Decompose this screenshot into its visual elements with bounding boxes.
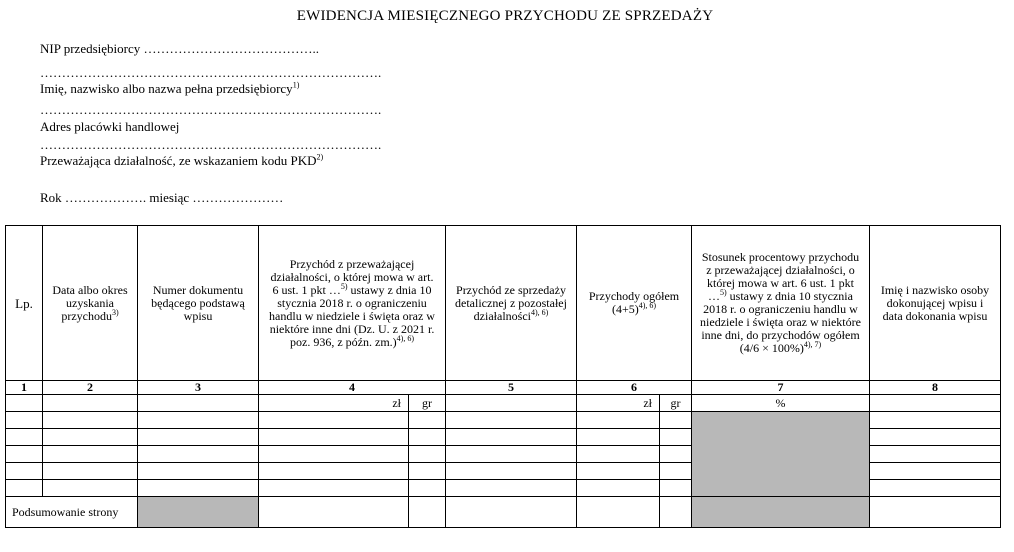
- col-number-3: 3: [138, 381, 259, 395]
- entry-cell[interactable]: [870, 412, 1001, 429]
- unit-gr: gr: [660, 395, 692, 412]
- entry-cell[interactable]: [259, 480, 409, 497]
- entry-cell[interactable]: [259, 446, 409, 463]
- entry-cell[interactable]: [138, 429, 259, 446]
- entry-cell[interactable]: [43, 429, 138, 446]
- col-number-2: 2: [43, 381, 138, 395]
- entry-cell[interactable]: [660, 463, 692, 480]
- unit-cell: [870, 395, 1001, 412]
- entry-cell[interactable]: [43, 480, 138, 497]
- activity-dots-line[interactable]: …………………………………………………………………….: [40, 137, 382, 152]
- entry-cell[interactable]: [446, 480, 577, 497]
- summary-row: [6, 497, 1001, 528]
- year-month-field[interactable]: Rok ………………. miesiąc …………………: [40, 190, 284, 205]
- address-dots-line[interactable]: …………………………………………………………………….: [40, 102, 382, 117]
- summary-shaded-cell: [138, 497, 259, 528]
- col-author-header: Imię i nazwisko osoby dokonującej wpisu i data dokonania wpisu: [870, 226, 1001, 381]
- entry-cell[interactable]: [446, 412, 577, 429]
- unit-zl: zł: [577, 395, 660, 412]
- unit-cell: [446, 395, 577, 412]
- entry-cell[interactable]: [409, 429, 446, 446]
- entry-cell[interactable]: [259, 429, 409, 446]
- col-lp-header: Lp.: [6, 226, 43, 381]
- name-dots-line[interactable]: …………………………………………………………………….: [40, 65, 382, 80]
- percentage-shaded-area: [692, 412, 870, 497]
- entry-cell[interactable]: [870, 463, 1001, 480]
- entry-cell[interactable]: [6, 446, 43, 463]
- col-number-1: 1: [6, 381, 43, 395]
- entry-cell[interactable]: [577, 412, 660, 429]
- col-number-7: 7: [692, 381, 870, 395]
- entry-cell[interactable]: [446, 429, 577, 446]
- col-number-6: 6: [577, 381, 692, 395]
- entry-cell[interactable]: [870, 446, 1001, 463]
- entry-cell[interactable]: [138, 412, 259, 429]
- entry-cell[interactable]: [577, 480, 660, 497]
- entry-cell[interactable]: [577, 429, 660, 446]
- entry-cell[interactable]: [409, 446, 446, 463]
- entry-cell[interactable]: [870, 429, 1001, 446]
- address-label: Adres placówki handlowej: [40, 119, 180, 134]
- entry-cell[interactable]: [259, 463, 409, 480]
- col-date-header: Data albo okres uzyskania przychodu$^{3)}$: [43, 226, 138, 381]
- entry-cell[interactable]: [6, 429, 43, 446]
- entry-cell[interactable]: [6, 480, 43, 497]
- entry-cell[interactable]: [409, 412, 446, 429]
- entry-cell[interactable]: [660, 429, 692, 446]
- nip-field[interactable]: NIP przedsiębiorcy …………………………………..: [40, 41, 319, 56]
- col-other-revenue-header: Przychód ze sprzedaży detalicznej z pozostałej działalności$^{4), 6)}$: [446, 226, 577, 381]
- entry-cell[interactable]: [870, 480, 1001, 497]
- summary-cell[interactable]: [446, 497, 577, 528]
- revenue-table: [5, 225, 1001, 528]
- col-number-5: 5: [446, 381, 577, 395]
- entry-cell[interactable]: [446, 446, 577, 463]
- summary-shaded-cell: [692, 497, 870, 528]
- col-number-4: 4: [259, 381, 446, 395]
- col-total-revenue-header: Przychody ogółem $(4+5)^{4), 6)}$: [577, 226, 692, 381]
- form-title: EWIDENCJA MIESIĘCZNEGO PRZYCHODU ZE SPRZEDAŻY: [296, 8, 714, 24]
- entry-cell[interactable]: [660, 412, 692, 429]
- unit-row: [6, 395, 1001, 412]
- unit-cell: [6, 395, 43, 412]
- column-number-row: [6, 381, 1001, 395]
- col-number-8: 8: [870, 381, 1001, 395]
- unit-percent: %: [692, 395, 870, 412]
- entry-cell[interactable]: [446, 463, 577, 480]
- col-document-header: Numer dokumentu będącego podstawą wpisu: [138, 226, 259, 381]
- table-row: [6, 412, 1001, 429]
- summary-cell[interactable]: [409, 497, 446, 528]
- entry-cell[interactable]: [577, 446, 660, 463]
- entry-cell[interactable]: [43, 446, 138, 463]
- unit-cell: [138, 395, 259, 412]
- summary-cell[interactable]: [577, 497, 660, 528]
- entry-cell[interactable]: [577, 463, 660, 480]
- summary-cell[interactable]: [660, 497, 692, 528]
- entry-cell[interactable]: [409, 463, 446, 480]
- entry-cell[interactable]: [660, 480, 692, 497]
- summary-cell[interactable]: [259, 497, 409, 528]
- unit-zl: zł: [259, 395, 409, 412]
- entry-cell[interactable]: [138, 480, 259, 497]
- summary-label: Podsumowanie strony: [6, 497, 138, 528]
- unit-gr: gr: [409, 395, 446, 412]
- entry-cell[interactable]: [6, 412, 43, 429]
- entry-cell[interactable]: [138, 446, 259, 463]
- unit-cell: [43, 395, 138, 412]
- activity-label: Przeważająca działalność, ze wskazaniem kodu PKD$^{2)}$: [40, 152, 324, 168]
- header-row: [6, 226, 1001, 381]
- col-main-revenue-header: Przychód z przeważającej działalności, o której mowa w art. 6 ust. 1 pkt …$^{5)}$ ustawy z dnia 10 stycznia 2018 r. o ograniczeniu handlu w niedziele i święta oraz w niektóre inne dni (Dz. U. z 2021 r. poz. 936, z późn. zm.)$^{4), 6)}$: [259, 226, 446, 381]
- entry-cell[interactable]: [6, 463, 43, 480]
- name-label: Imię, nazwisko albo nazwa pełna przedsiębiorcy$^{1)}$: [40, 80, 300, 96]
- entry-cell[interactable]: [259, 412, 409, 429]
- col-percentage-header: Stosunek procentowy przychodu z przeważającej działalności, o której mowa w art. 6 ust. 1 pkt …$^{5)}$ ustawy z dnia 10 stycznia 2018 r. o ograniczeniu handlu w niedziele i święta oraz w niektóre inne dni, do przychodów ogółem $(4/6 \times 100\%)^{4), 7)}$: [692, 226, 870, 381]
- entry-cell[interactable]: [138, 463, 259, 480]
- entry-cell[interactable]: [43, 412, 138, 429]
- entry-cell[interactable]: [660, 446, 692, 463]
- entry-cell[interactable]: [43, 463, 138, 480]
- entry-cell[interactable]: [409, 480, 446, 497]
- summary-cell[interactable]: [870, 497, 1001, 528]
